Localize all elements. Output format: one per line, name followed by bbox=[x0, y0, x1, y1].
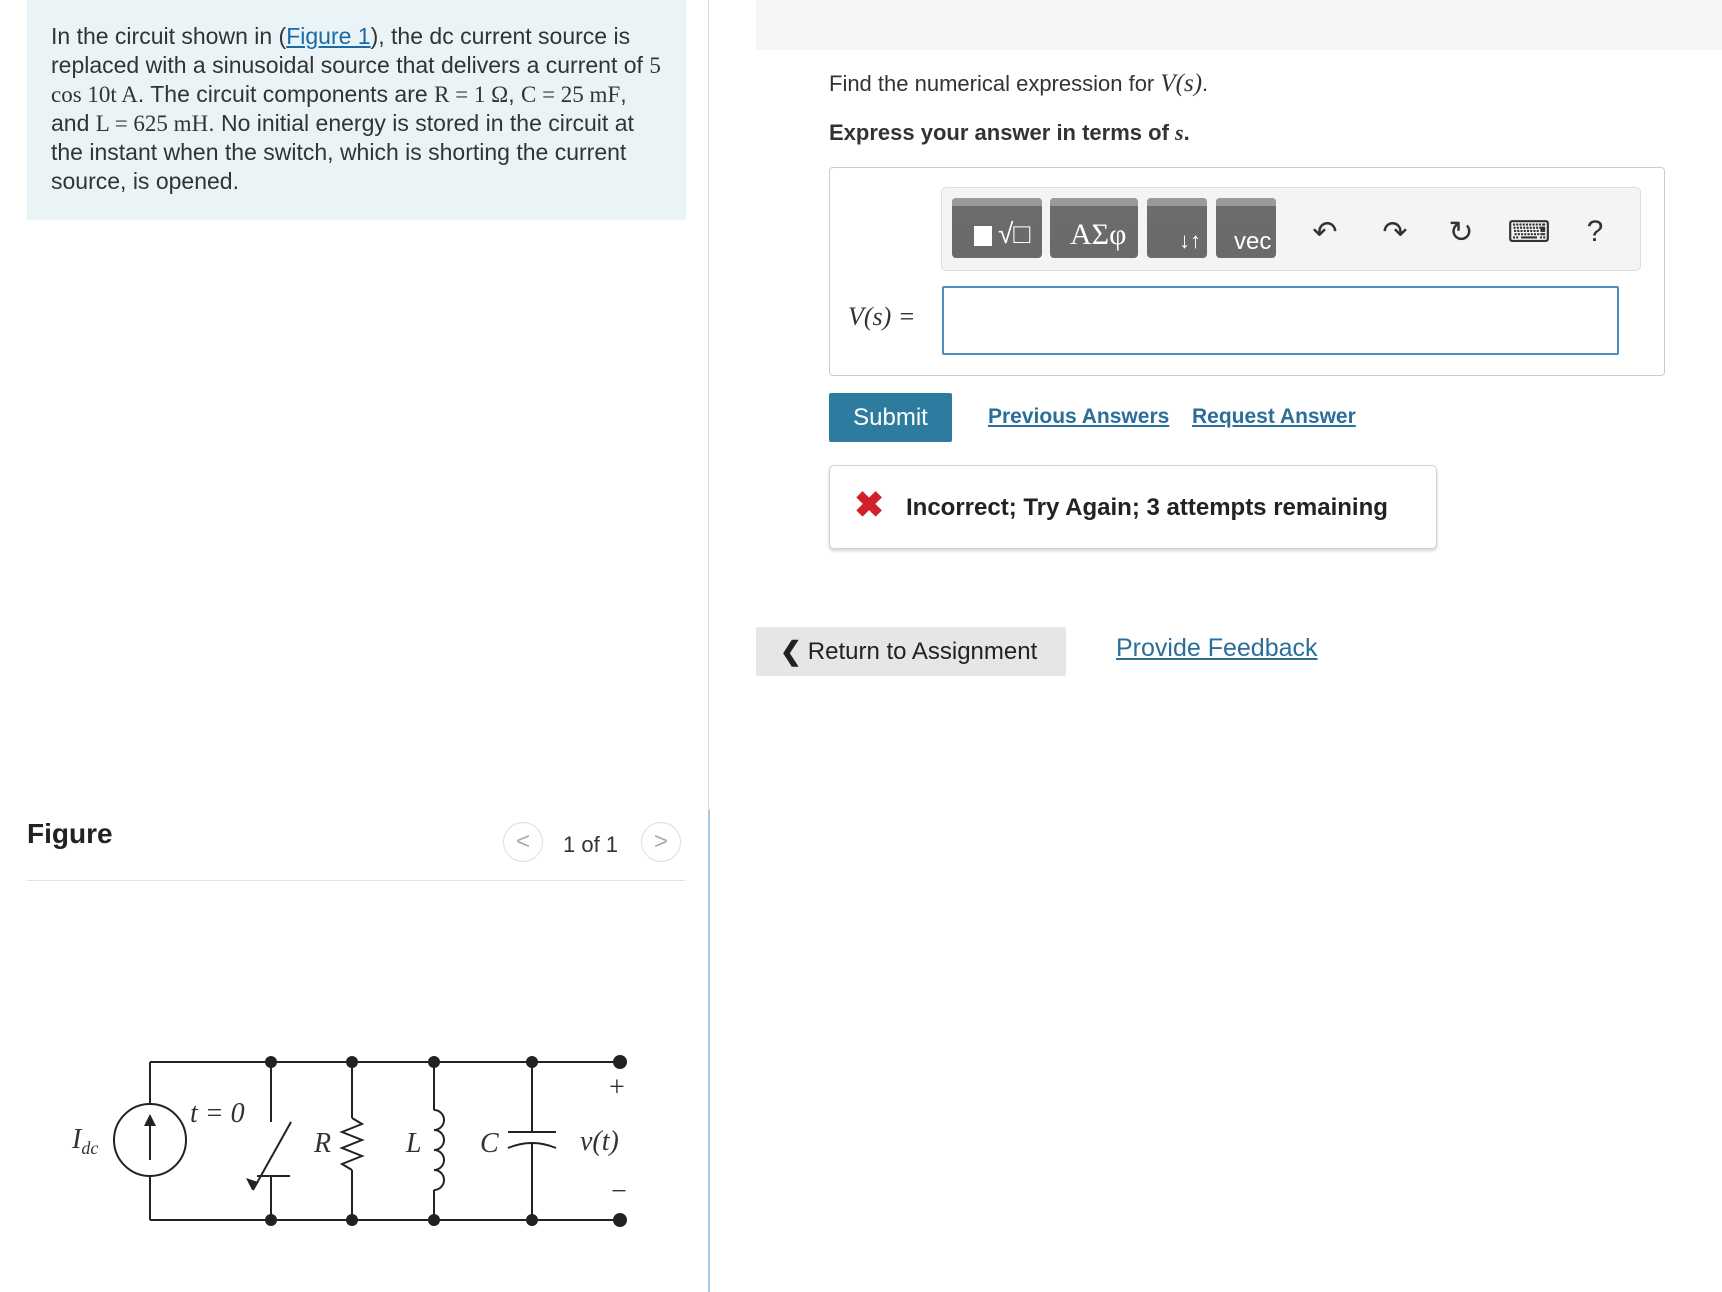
voltage-label: v(t) bbox=[580, 1126, 619, 1157]
problem-text-part: ), the dc current source is replaced with a sinusoidal source that delivers a current of bbox=[51, 23, 650, 78]
greek-letters-button[interactable] bbox=[1050, 198, 1138, 258]
feedback-text: Incorrect; Try Again; 3 attempts remaining bbox=[906, 494, 1388, 521]
request-answer-link[interactable]: Request Answer bbox=[1192, 405, 1356, 428]
chevron-left-icon: < bbox=[515, 828, 530, 855]
plus-label: + bbox=[609, 1072, 625, 1103]
problem-text-part: . No initial energy is stored in the circuit at the instant when the switch, which is shorting the current source, is opened. bbox=[51, 110, 634, 194]
figure-divider bbox=[27, 880, 685, 881]
capacitance-expression: C = 25 mF bbox=[521, 82, 621, 107]
inductance-expression: L = 625 mH bbox=[95, 111, 209, 136]
figure-1-link[interactable]: Figure 1 bbox=[286, 23, 371, 49]
question-text bbox=[829, 70, 1208, 98]
undo-icon[interactable]: ↶ bbox=[1312, 215, 1338, 249]
sqrt-icon: √□ bbox=[998, 218, 1031, 249]
circuit-diagram bbox=[60, 1040, 660, 1240]
header-strip bbox=[756, 0, 1722, 50]
vector-button[interactable] bbox=[1216, 198, 1276, 258]
provide-feedback-link[interactable]: Provide Feedback bbox=[1116, 634, 1318, 662]
answer-input[interactable] bbox=[942, 286, 1619, 355]
reset-icon[interactable]: ↻ bbox=[1448, 215, 1474, 249]
minus-label: − bbox=[611, 1176, 627, 1207]
problem-text-part: In the circuit shown in ( bbox=[51, 23, 287, 49]
greek-icon: ΑΣφ bbox=[1070, 218, 1127, 251]
templates-button[interactable] bbox=[952, 198, 1042, 258]
instruction-variable: s bbox=[1175, 120, 1184, 145]
r-label: R bbox=[314, 1128, 332, 1159]
problem-statement-box bbox=[27, 0, 686, 220]
close-x-icon: ✖ bbox=[854, 484, 885, 525]
question-prefix: Find the numerical expression for bbox=[829, 71, 1161, 96]
return-label: Return to Assignment bbox=[807, 637, 1038, 665]
math-toolbar bbox=[941, 187, 1641, 271]
figure-next-button[interactable] bbox=[641, 822, 681, 862]
feedback-message-box bbox=[829, 465, 1437, 549]
source-arrow bbox=[144, 1114, 156, 1126]
return-to-assignment-button[interactable] bbox=[756, 627, 1066, 676]
figure-title: Figure bbox=[27, 818, 113, 849]
current-expression: 5 cos 10t A bbox=[51, 53, 661, 107]
chevron-right-icon: > bbox=[653, 828, 668, 855]
switch-label: t = 0 bbox=[190, 1098, 245, 1129]
help-icon[interactable]: ? bbox=[1586, 215, 1604, 248]
keyboard-icon[interactable]: ⌨ bbox=[1507, 215, 1551, 249]
panel-divider-highlight bbox=[708, 810, 710, 1292]
previous-answers-link[interactable]: Previous Answers bbox=[988, 405, 1170, 428]
figure-page-count: 1 of 1 bbox=[563, 832, 619, 857]
problem-text bbox=[51, 22, 662, 196]
arrows-button[interactable] bbox=[1147, 198, 1207, 258]
redo-icon[interactable]: ↷ bbox=[1382, 215, 1408, 249]
problem-text-part: , and bbox=[51, 81, 627, 136]
chevron-left-icon: ❮ bbox=[780, 636, 802, 666]
question-suffix: . bbox=[1202, 71, 1209, 96]
arrows-icon: ↓↑ bbox=[1179, 228, 1201, 253]
instruction-text bbox=[829, 120, 1190, 146]
instruction-prefix: Express your answer in terms of bbox=[829, 120, 1176, 145]
c-label: C bbox=[480, 1128, 499, 1159]
source-label: $I_{dc}$ bbox=[72, 1124, 99, 1158]
answer-label: V(s) = bbox=[848, 302, 916, 331]
resistance-expression: R = 1 Ω bbox=[434, 82, 509, 107]
l-label: L bbox=[406, 1128, 422, 1159]
instruction-suffix: . bbox=[1183, 120, 1190, 145]
figure-prev-button[interactable] bbox=[503, 822, 543, 862]
switch-arrow bbox=[246, 1178, 258, 1190]
problem-text-part: , bbox=[508, 81, 521, 107]
question-variable: V(s) bbox=[1160, 70, 1203, 97]
submit-button[interactable]: Submit bbox=[829, 393, 952, 442]
vec-icon: vec bbox=[1234, 228, 1272, 255]
problem-text-part: . The circuit components are bbox=[137, 81, 435, 107]
